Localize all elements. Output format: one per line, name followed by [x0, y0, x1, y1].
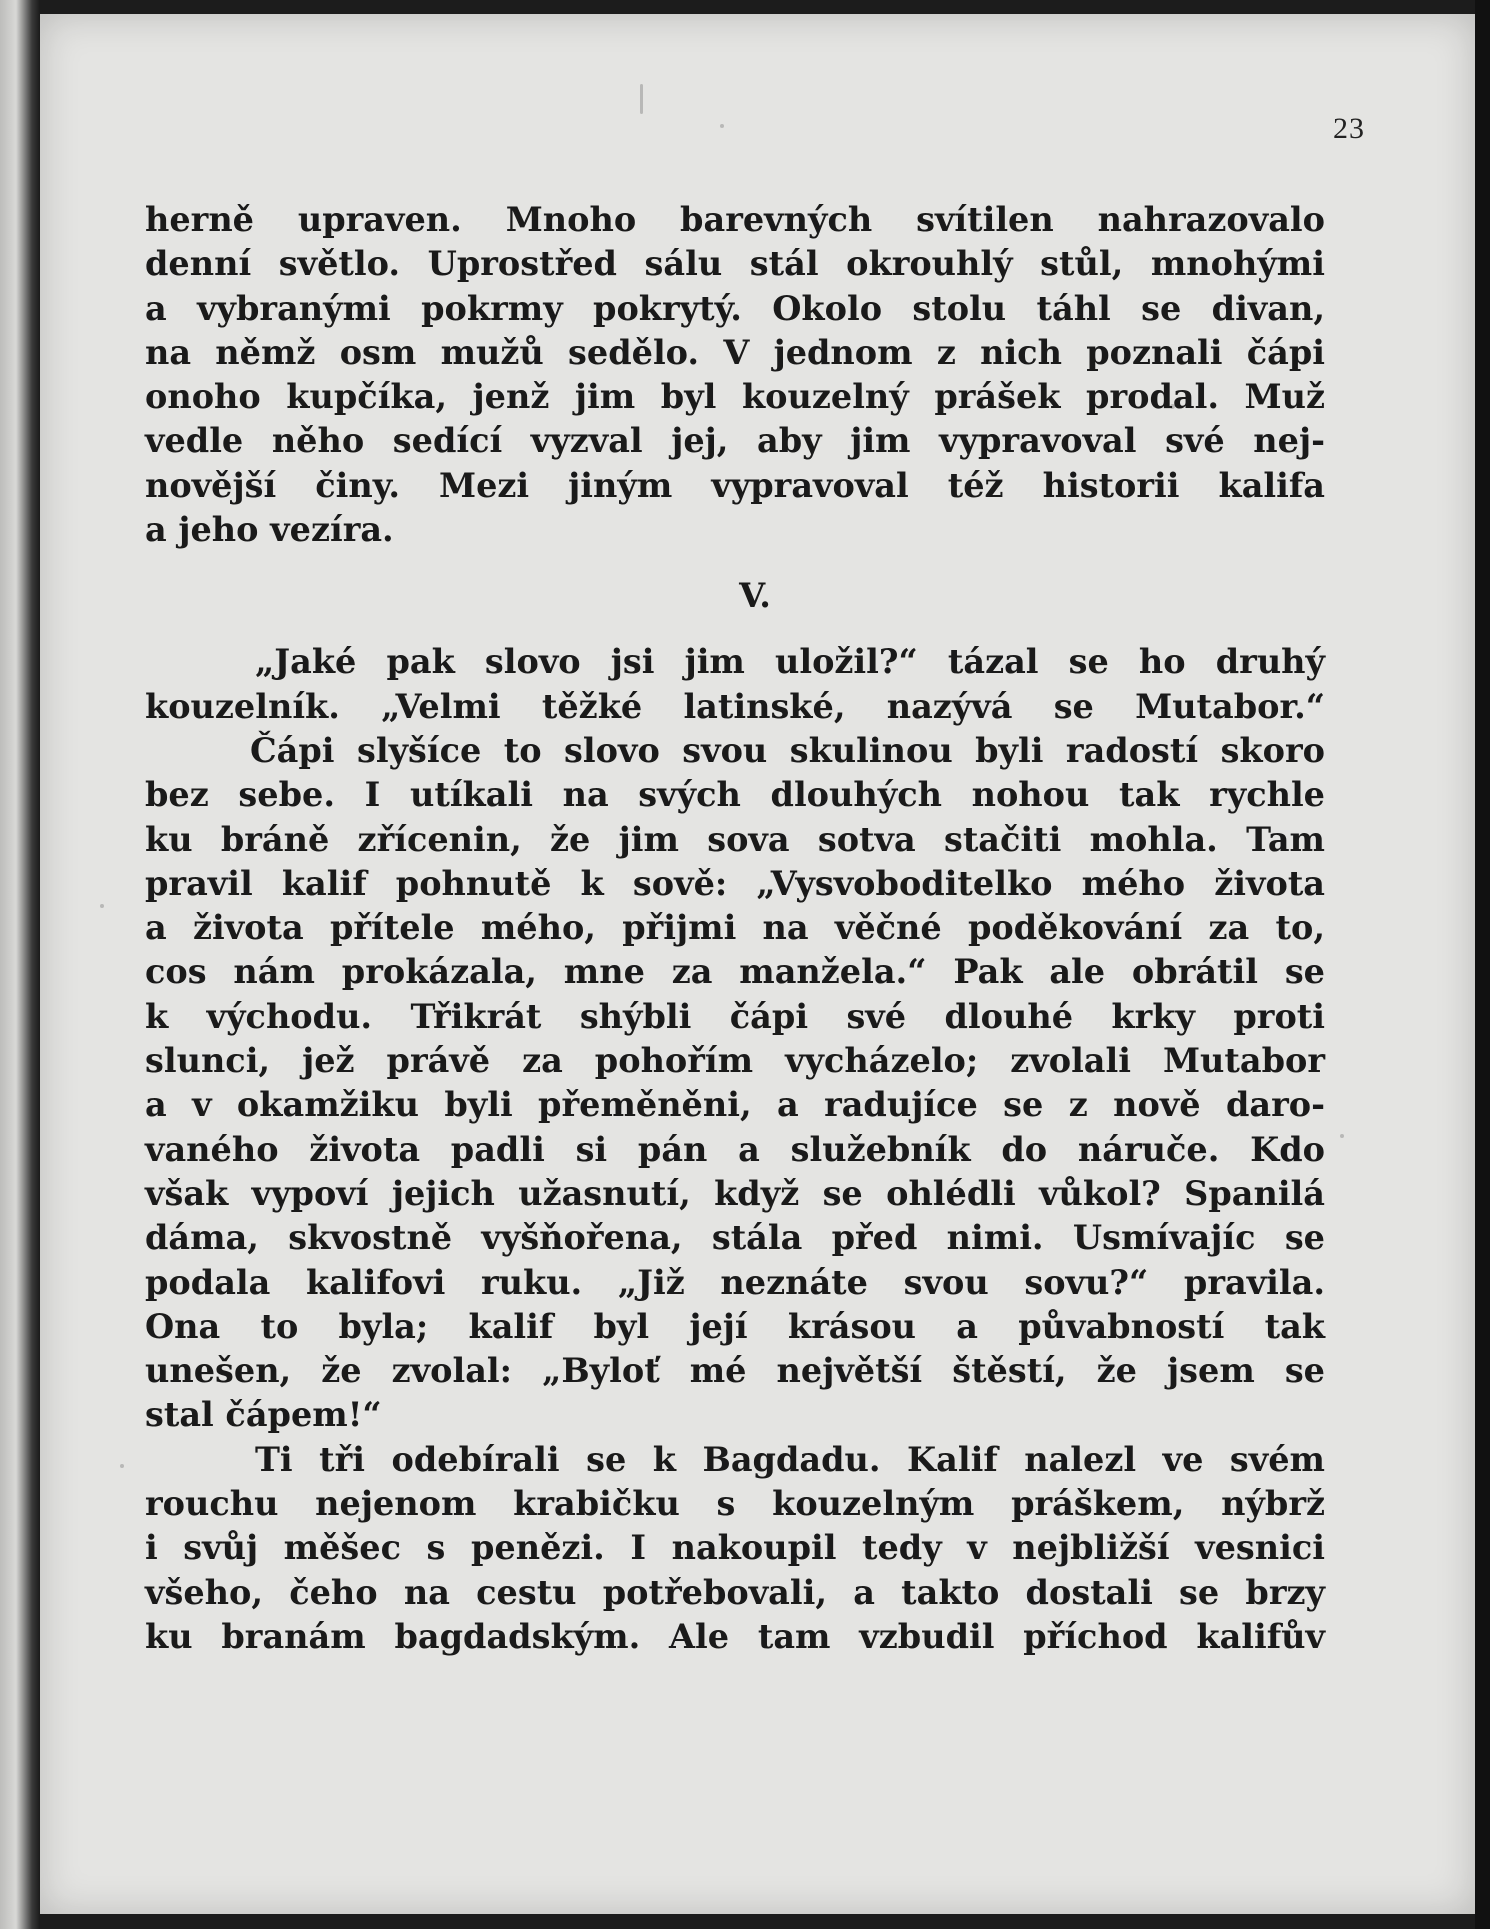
scan-speck	[640, 84, 643, 114]
page-number: 23	[1333, 112, 1365, 145]
text-line: a v okamžiku byli přeměněni, a radujíce se z nově daro-	[145, 1085, 1325, 1125]
text-line: a jeho vezíra.	[145, 510, 394, 550]
text-line: novější činy. Mezi jiným vypravoval též historii kalifa	[145, 465, 1325, 505]
text-line: ku branám bagdadským. Ale tam vzbudil příchod kalifův	[145, 1616, 1325, 1656]
text-line: všeho, čeho na cestu potřebovali, a takto dostali se brzy	[145, 1572, 1325, 1612]
text-line: onoho kupčíka, jenž jim byl kouzelný prášek prodal. Muž	[145, 377, 1325, 417]
scan-speck	[100, 904, 104, 908]
text-line: vedle něho sedící vyzval jej, aby jim vypravoval své nej-	[145, 421, 1325, 461]
text-line: podala kalifovi ruku. „Již neznáte svou sovu?“ pravila.	[145, 1262, 1325, 1302]
text-line: cos nám prokázala, mne za manžela.“ Pak ale obrátil se	[145, 952, 1325, 992]
text-line: k východu. Třikrát shýbli čápi své dlouhé krky proti	[145, 996, 1325, 1036]
scan-speck	[720, 124, 724, 128]
text-line: vaného života padli si pán a služebník do náruče. Kdo	[145, 1129, 1325, 1169]
text-line: dáma, skvostně vyšňořena, stála před nimi. Usmívajíc se	[145, 1218, 1325, 1258]
text-line: a vybranými pokrmy pokrytý. Okolo stolu táhl se divan,	[145, 288, 1325, 328]
page-text	[145, 198, 1325, 1659]
text-line: i svůj měšec s penězi. I nakoupil tedy v nejbližší vesnici	[145, 1528, 1325, 1568]
text-line: rouchu nejenom krabičku s kouzelným práškem, nýbrž	[145, 1484, 1325, 1524]
text-line: kouzelník. „Velmi těžké latinské, nazývá se Mutabor.“	[145, 686, 1325, 726]
text-line: denní světlo. Uprostřed sálu stál okrouhlý stůl, mnohými	[145, 244, 1325, 284]
text-line: Ona to byla; kalif byl její krásou a půvabností tak	[145, 1306, 1325, 1346]
text-line: stal čápem!“	[145, 1395, 382, 1435]
text-line: „Jaké pak slovo jsi jim uložil?“ tázal se ho druhý	[255, 642, 1325, 682]
text-line: slunci, jež právě za pohořím vycházelo; zvolali Mutabor	[145, 1041, 1325, 1081]
text-line: pravil kalif pohnutě k sově: „Vysvoboditelko mého života	[145, 863, 1325, 903]
binding-edge	[0, 0, 40, 1929]
text-line: bez sebe. I utíkali na svých dlouhých nohou tak rychle	[145, 775, 1325, 815]
paragraph	[145, 198, 1325, 552]
text-line: herně upraven. Mnoho barevných svítilen nahrazovalo	[145, 200, 1325, 239]
paragraph	[145, 1438, 1325, 1659]
text-line: však vypoví jejich užasnutí, když se ohlédli vůkol? Spanilá	[145, 1173, 1325, 1213]
text-line: ku bráně zřícenin, že jim sova sotva stačiti mohla. Tam	[145, 819, 1325, 859]
text-line: Ti tři odebírali se k Bagdadu. Kalif nalezl ve svém	[255, 1439, 1325, 1479]
scan-speck	[120, 1464, 124, 1468]
text-line: a života přítele mého, přijmi na věčné poděkování za to,	[145, 908, 1325, 948]
text-line: unešen, že zvolal: „Byloť mé největší štěstí, že jsem se	[145, 1351, 1325, 1391]
text-line: Čápi slyšíce to slovo svou skulinou byli radostí skoro	[250, 730, 1325, 770]
text-line: na němž osm mužů sedělo. V jednom z nich poznali čápi	[145, 332, 1325, 372]
chapter-heading: V.	[739, 576, 771, 616]
scan-right-border	[1475, 0, 1490, 1929]
paragraph	[145, 640, 1325, 1437]
scan-speck	[1340, 1134, 1344, 1138]
